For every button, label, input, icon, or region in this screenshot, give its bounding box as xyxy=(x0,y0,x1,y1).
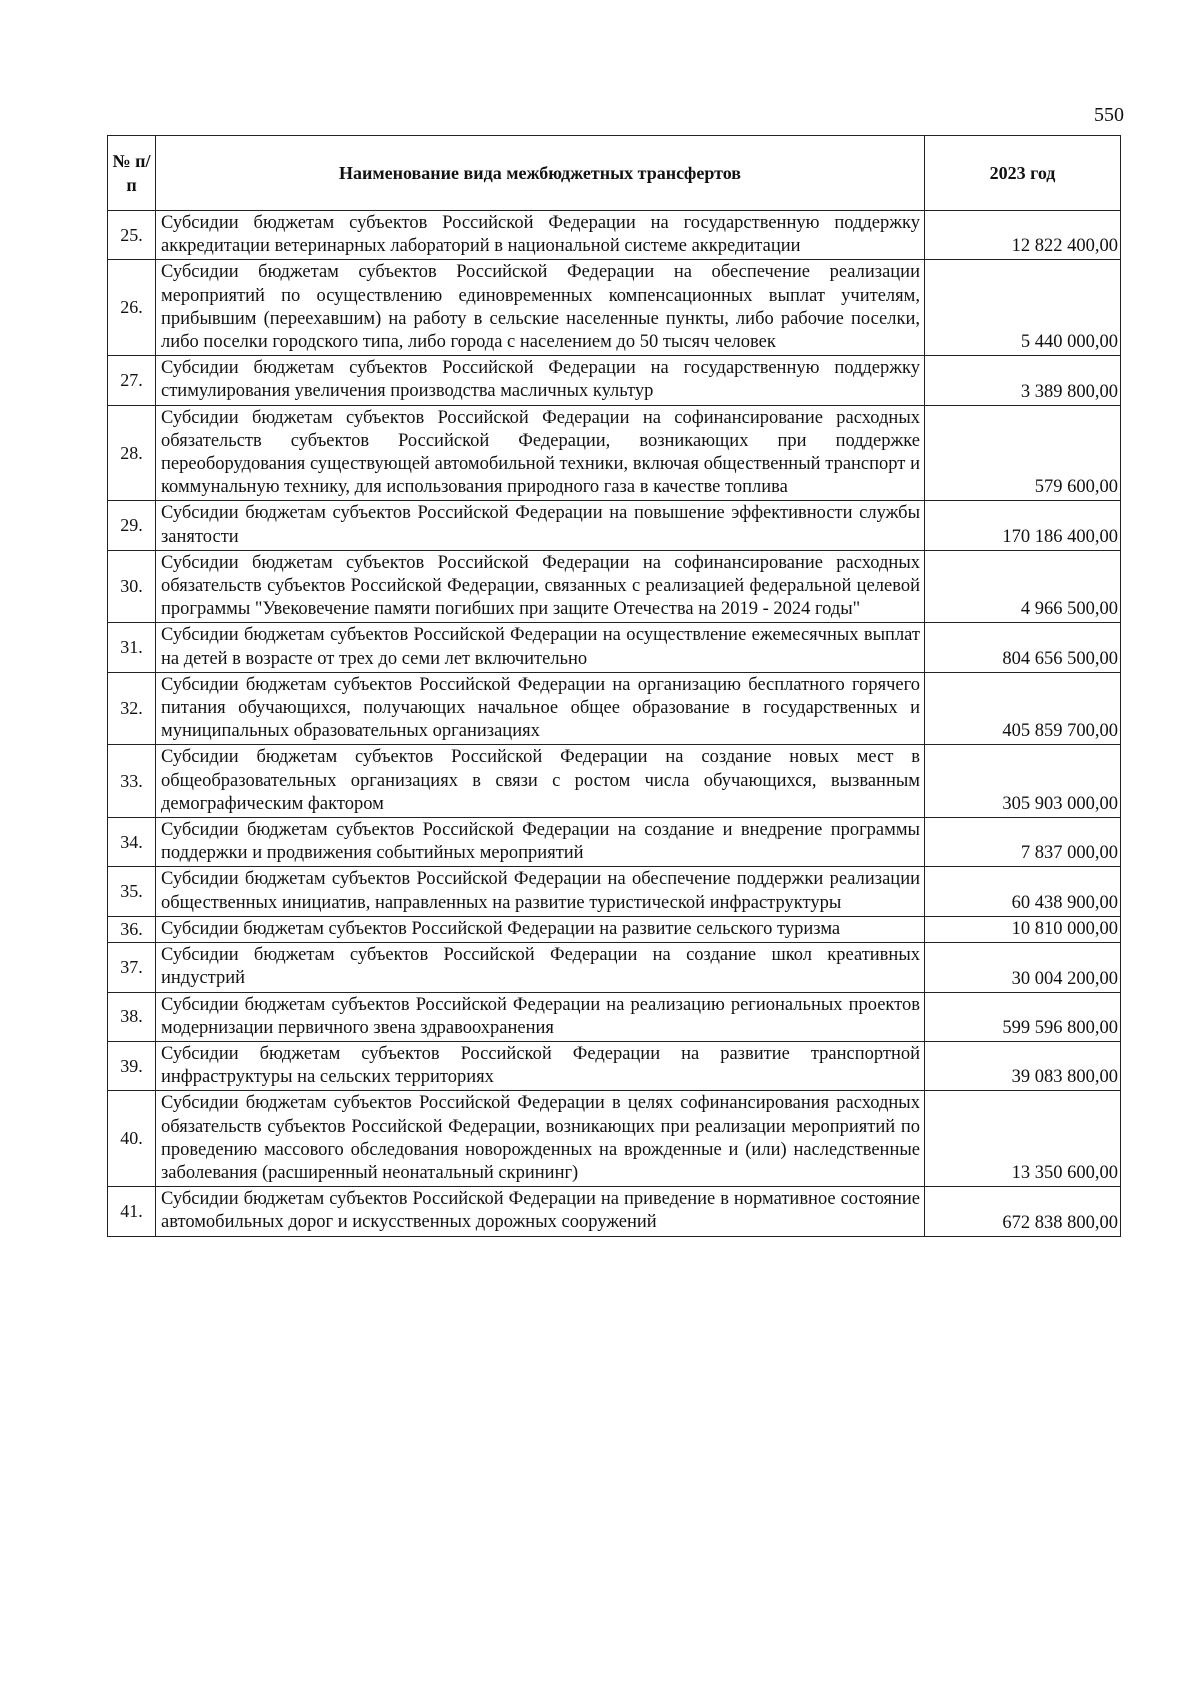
row-number: 26. xyxy=(108,260,156,356)
row-name: Субсидии бюджетам субъектов Российской Федерации на приведение в нормативное состояние автомобильных дорог и искусственных дорожных сооружений xyxy=(156,1187,925,1236)
table-row xyxy=(108,405,1121,501)
table-row xyxy=(108,818,1121,867)
row-number: 36. xyxy=(108,916,156,942)
row-name: Субсидии бюджетам субъектов Российской Федерации на софинансирование расходных обязательств субъектов Российской Федерации, связанных с реализацией федеральной целевой программы "Увековечение памяти погибших при защите Отечества на 2019 - 2024 годы" xyxy=(156,550,925,623)
row-number: 39. xyxy=(108,1041,156,1090)
row-number: 40. xyxy=(108,1091,156,1187)
row-amount: 804 656 500,00 xyxy=(925,623,1121,672)
row-name: Субсидии бюджетам субъектов Российской Федерации на обеспечение реализации мероприятий по осуществлению единовременных компенсационных выплат учителям, прибывшим (переехавшим) на работу в сельские населенные пункты, либо рабочие поселки, либо поселки городского типа, либо города с населением до 50 тысяч человек xyxy=(156,260,925,356)
row-number: 35. xyxy=(108,867,156,916)
row-amount: 305 903 000,00 xyxy=(925,745,1121,818)
page-number: 550 xyxy=(1094,104,1124,126)
row-name: Субсидии бюджетам субъектов Российской Федерации на государственную поддержку аккредитации ветеринарных лабораторий в национальной системе аккредитации xyxy=(156,211,925,260)
row-amount: 13 350 600,00 xyxy=(925,1091,1121,1187)
row-name: Субсидии бюджетам субъектов Российской Федерации на государственную поддержку стимулирования увеличения производства масличных культур xyxy=(156,356,925,405)
row-name: Субсидии бюджетам субъектов Российской Федерации на реализацию региональных проектов модернизации первичного звена здравоохранения xyxy=(156,992,925,1041)
row-number: 27. xyxy=(108,356,156,405)
row-amount: 599 596 800,00 xyxy=(925,992,1121,1041)
table-row xyxy=(108,550,1121,623)
row-name: Субсидии бюджетам субъектов Российской Федерации на осуществление ежемесячных выплат на детей в возрасте от трех до семи лет включительно xyxy=(156,623,925,672)
table-row xyxy=(108,260,1121,356)
row-number: 37. xyxy=(108,943,156,992)
row-name: Субсидии бюджетам субъектов Российской Федерации на создание школ креативных индустрий xyxy=(156,943,925,992)
row-number: 30. xyxy=(108,550,156,623)
row-amount: 170 186 400,00 xyxy=(925,501,1121,550)
table-row xyxy=(108,501,1121,550)
row-number: 34. xyxy=(108,818,156,867)
header-number: № п/п xyxy=(108,136,156,211)
row-name: Субсидии бюджетам субъектов Российской Федерации на организацию бесплатного горячего питания обучающихся, получающих начальное общее образование в государственных и муниципальных образовательных организациях xyxy=(156,672,925,745)
table-row xyxy=(108,867,1121,916)
row-amount: 579 600,00 xyxy=(925,405,1121,501)
table-row xyxy=(108,1091,1121,1187)
row-number: 25. xyxy=(108,211,156,260)
table-row xyxy=(108,211,1121,260)
row-amount: 12 822 400,00 xyxy=(925,211,1121,260)
row-amount: 672 838 800,00 xyxy=(925,1187,1121,1236)
row-amount: 5 440 000,00 xyxy=(925,260,1121,356)
row-number: 31. xyxy=(108,623,156,672)
row-name: Субсидии бюджетам субъектов Российской Федерации на развитие сельского туризма xyxy=(156,916,925,942)
row-name: Субсидии бюджетам субъектов Российской Федерации на софинансирование расходных обязательств субъектов Российской Федерации, возникающих при поддержке переоборудования существующей автомобильной техники, включая общественный транспорт и коммунальную технику, для использования природного газа в качестве топлива xyxy=(156,405,925,501)
table-row xyxy=(108,1187,1121,1236)
row-number: 33. xyxy=(108,745,156,818)
row-name: Субсидии бюджетам субъектов Российской Федерации на повышение эффективности службы занятости xyxy=(156,501,925,550)
row-amount: 60 438 900,00 xyxy=(925,867,1121,916)
table-row xyxy=(108,623,1121,672)
table-row xyxy=(108,356,1121,405)
table-row xyxy=(108,1041,1121,1090)
row-name: Субсидии бюджетам субъектов Российской Федерации на обеспечение поддержки реализации общественных инициатив, направленных на развитие туристической инфраструктуры xyxy=(156,867,925,916)
row-number: 32. xyxy=(108,672,156,745)
table-header-row xyxy=(108,136,1121,211)
row-amount: 3 389 800,00 xyxy=(925,356,1121,405)
table-row xyxy=(108,745,1121,818)
row-number: 28. xyxy=(108,405,156,501)
row-number: 29. xyxy=(108,501,156,550)
row-amount: 4 966 500,00 xyxy=(925,550,1121,623)
table-row xyxy=(108,672,1121,745)
header-amount: 2023 год xyxy=(925,136,1121,211)
row-amount: 405 859 700,00 xyxy=(925,672,1121,745)
row-name: Субсидии бюджетам субъектов Российской Федерации на развитие транспортной инфраструктуры на сельских территориях xyxy=(156,1041,925,1090)
transfers-table xyxy=(107,135,1121,1237)
row-name: Субсидии бюджетам субъектов Российской Федерации в целях софинансирования расходных обязательств субъектов Российской Федерации, возникающих при реализации мероприятий по проведению массового обследования новорожденных на врожденные и (или) наследственные заболевания (расширенный неонатальный скрининг) xyxy=(156,1091,925,1187)
row-name: Субсидии бюджетам субъектов Российской Федерации на создание и внедрение программы поддержки и продвижения событийных мероприятий xyxy=(156,818,925,867)
table-row xyxy=(108,992,1121,1041)
row-amount: 30 004 200,00 xyxy=(925,943,1121,992)
row-amount: 10 810 000,00 xyxy=(925,916,1121,942)
row-amount: 7 837 000,00 xyxy=(925,818,1121,867)
table-row xyxy=(108,916,1121,942)
row-name: Субсидии бюджетам субъектов Российской Федерации на создание новых мест в общеобразовательных организациях в связи с ростом числа обучающихся, вызванным демографическим фактором xyxy=(156,745,925,818)
table-row xyxy=(108,943,1121,992)
header-name: Наименование вида межбюджетных трансфертов xyxy=(156,136,925,211)
row-number: 38. xyxy=(108,992,156,1041)
row-amount: 39 083 800,00 xyxy=(925,1041,1121,1090)
row-number: 41. xyxy=(108,1187,156,1236)
